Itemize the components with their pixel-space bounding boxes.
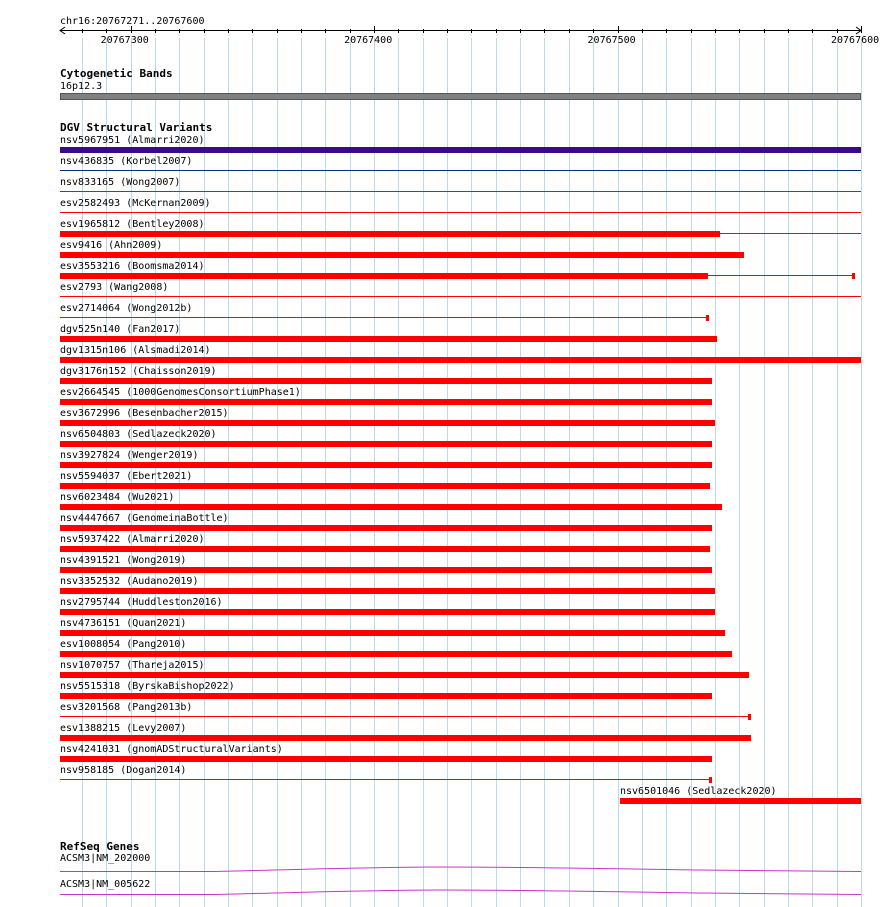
variant-label[interactable]: nsv6501046 (Sedlazeck2020) xyxy=(620,786,777,797)
variant-bar[interactable] xyxy=(60,546,710,552)
variant-label[interactable]: esv2714064 (Wong2012b) xyxy=(60,303,193,314)
cytoband-label: 16p12.3 xyxy=(60,81,103,92)
variant-label[interactable]: esv3201568 (Pang2013b) xyxy=(60,702,193,713)
variant-bar[interactable] xyxy=(60,420,715,426)
variant-bar[interactable] xyxy=(60,231,720,237)
variant-label[interactable]: nsv2795744 (Huddleston2016) xyxy=(60,597,223,608)
variant-bar[interactable] xyxy=(620,798,861,804)
variant-bar[interactable] xyxy=(60,462,712,468)
variant-thin-line[interactable] xyxy=(60,170,861,171)
variant-label[interactable]: nsv958185 (Dogan2014) xyxy=(60,765,187,776)
variant-label[interactable]: esv2582493 (McKernan2009) xyxy=(60,198,211,209)
variant-label[interactable]: nsv5937422 (Almarri2020) xyxy=(60,534,205,545)
variant-bar[interactable] xyxy=(60,588,715,594)
variant-label[interactable]: nsv6023484 (Wu2021) xyxy=(60,492,175,503)
variant-bar[interactable] xyxy=(60,441,712,447)
variant-end-marker[interactable] xyxy=(709,777,712,783)
variant-thin-line[interactable] xyxy=(60,779,710,780)
variant-label[interactable]: nsv4736151 (Quan2021) xyxy=(60,618,187,629)
variant-label[interactable]: nsv5594037 (Ebert2021) xyxy=(60,471,193,482)
variant-end-marker[interactable] xyxy=(706,315,709,321)
ruler-tick-label: 20767300 xyxy=(100,35,149,46)
variant-bar[interactable] xyxy=(60,504,722,510)
variant-bar[interactable] xyxy=(60,756,712,762)
variant-bar[interactable] xyxy=(60,609,715,615)
gene-models xyxy=(0,860,890,907)
region-label: chr16:20767271..20767600 xyxy=(60,16,205,27)
variant-label[interactable]: dgv525n140 (Fan2017) xyxy=(60,324,181,335)
variant-bar[interactable] xyxy=(60,567,712,573)
variant-bar[interactable] xyxy=(60,672,749,678)
gene-model-nm-202000 xyxy=(60,867,861,872)
variant-label[interactable]: nsv3352532 (Audano2019) xyxy=(60,576,199,587)
variant-label[interactable]: nsv6504803 (Sedlazeck2020) xyxy=(60,429,217,440)
variant-thin-line[interactable] xyxy=(60,191,861,192)
variant-bar[interactable] xyxy=(60,735,751,741)
gene-label[interactable]: ACSM3|NM_005622 xyxy=(60,879,151,890)
variant-label[interactable]: esv3553216 (Boomsma2014) xyxy=(60,261,205,272)
refseq-title: RefSeq Genes xyxy=(60,840,140,853)
gene-label[interactable]: ACSM3|NM_202000 xyxy=(60,853,151,864)
variant-label[interactable]: dgv1315n106 (Alsmadi2014) xyxy=(60,345,211,356)
variant-end-marker[interactable] xyxy=(748,714,751,720)
ruler-tick-label: 20767500 xyxy=(587,35,636,46)
variant-thin-line[interactable] xyxy=(708,275,854,276)
variant-thin-line[interactable] xyxy=(720,233,861,234)
variant-label[interactable]: esv2664545 (1000GenomesConsortiumPhase1) xyxy=(60,387,301,398)
cytobands-title: Cytogenetic Bands xyxy=(60,67,173,80)
variant-bar[interactable] xyxy=(60,147,861,153)
variant-label[interactable]: esv1388215 (Levy2007) xyxy=(60,723,187,734)
variant-end-marker[interactable] xyxy=(852,273,855,279)
variant-bar[interactable] xyxy=(60,525,712,531)
variant-label[interactable]: nsv833165 (Wong2007) xyxy=(60,177,181,188)
variant-bar[interactable] xyxy=(60,273,708,279)
variant-thin-line[interactable] xyxy=(60,296,861,297)
variant-label[interactable]: nsv4447667 (GenomeinaBottle) xyxy=(60,513,229,524)
variant-bar[interactable] xyxy=(60,651,732,657)
ruler-tick-label: 20767600 xyxy=(831,35,880,46)
variant-label[interactable]: nsv436835 (Korbel2007) xyxy=(60,156,193,167)
variant-label[interactable]: esv9416 (Ahn2009) xyxy=(60,240,163,251)
variant-bar[interactable] xyxy=(60,630,725,636)
variant-label[interactable]: esv1008054 (Pang2010) xyxy=(60,639,187,650)
variant-label[interactable]: nsv4391521 (Wong2019) xyxy=(60,555,187,566)
cytoband-16p12-3[interactable] xyxy=(60,93,861,100)
variant-thin-line[interactable] xyxy=(60,317,708,318)
variant-bar[interactable] xyxy=(60,693,712,699)
variant-label[interactable]: nsv5967951 (Almarri2020) xyxy=(60,135,205,146)
dgv-title: DGV Structural Variants xyxy=(60,121,213,134)
variant-label[interactable]: esv1965812 (Bentley2008) xyxy=(60,219,205,230)
variant-bar[interactable] xyxy=(60,378,712,384)
variant-bar[interactable] xyxy=(60,252,744,258)
variant-thin-line[interactable] xyxy=(60,212,861,213)
variant-bar[interactable] xyxy=(60,357,861,363)
variant-label[interactable]: nsv5515318 (ByrskaBishop2022) xyxy=(60,681,235,692)
variant-label[interactable]: esv2793 (Wang2008) xyxy=(60,282,169,293)
variant-bar[interactable] xyxy=(60,483,710,489)
variant-label[interactable]: esv3672996 (Besenbacher2015) xyxy=(60,408,229,419)
variant-label[interactable]: nsv3927824 (Wenger2019) xyxy=(60,450,199,461)
gene-model-nm-005622 xyxy=(60,890,861,895)
variant-label[interactable]: nsv1070757 (Thareja2015) xyxy=(60,660,205,671)
variant-label[interactable]: dgv3176n152 (Chaisson2019) xyxy=(60,366,217,377)
variant-label[interactable]: nsv4241031 (gnomADStructuralVariants) xyxy=(60,744,283,755)
ruler-tick-label: 20767400 xyxy=(344,35,393,46)
variant-thin-line[interactable] xyxy=(60,716,749,717)
variant-bar[interactable] xyxy=(60,336,717,342)
variant-bar[interactable] xyxy=(60,399,712,405)
